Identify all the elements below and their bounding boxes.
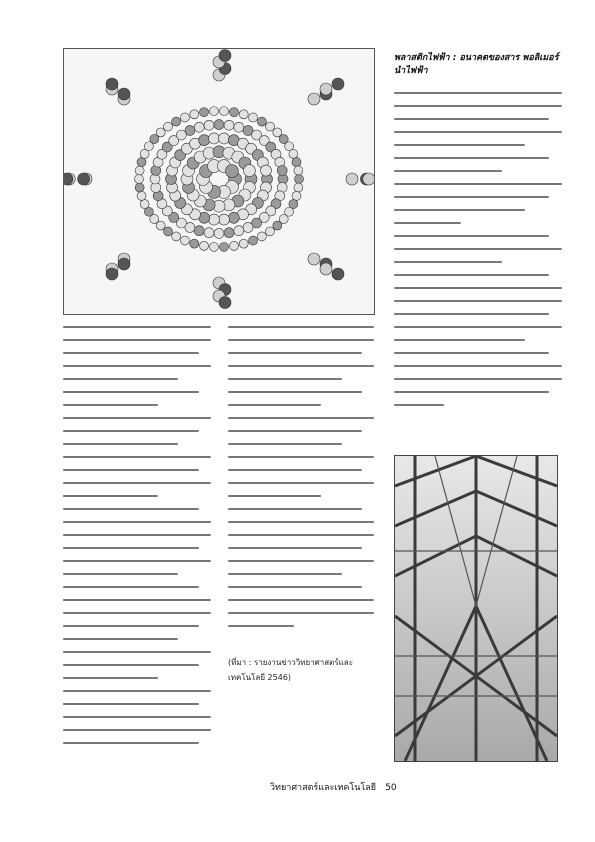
molecule-illustration — [64, 49, 374, 314]
page-number: 50 — [385, 783, 397, 793]
left-column-text — [63, 326, 211, 755]
source-caption: (ที่มา : รายงานข่าววิทยาศาสตร์และเทคโนโลยี 2546) — [228, 658, 353, 682]
molecule-figure — [63, 48, 375, 315]
roof-structure-illustration — [395, 456, 557, 761]
glass-roof-photo — [394, 455, 558, 762]
footer-title: วิทยาศาสตร์และเทคโนโลยี — [270, 783, 377, 793]
page-footer — [270, 780, 397, 794]
right-column-text — [394, 92, 562, 417]
sidebar-heading: พลาสติกไฟฟ้า : อนาคตของสาร พอลิเมอร์นำไฟฟ้า — [394, 53, 559, 76]
middle-column-text — [228, 326, 374, 638]
